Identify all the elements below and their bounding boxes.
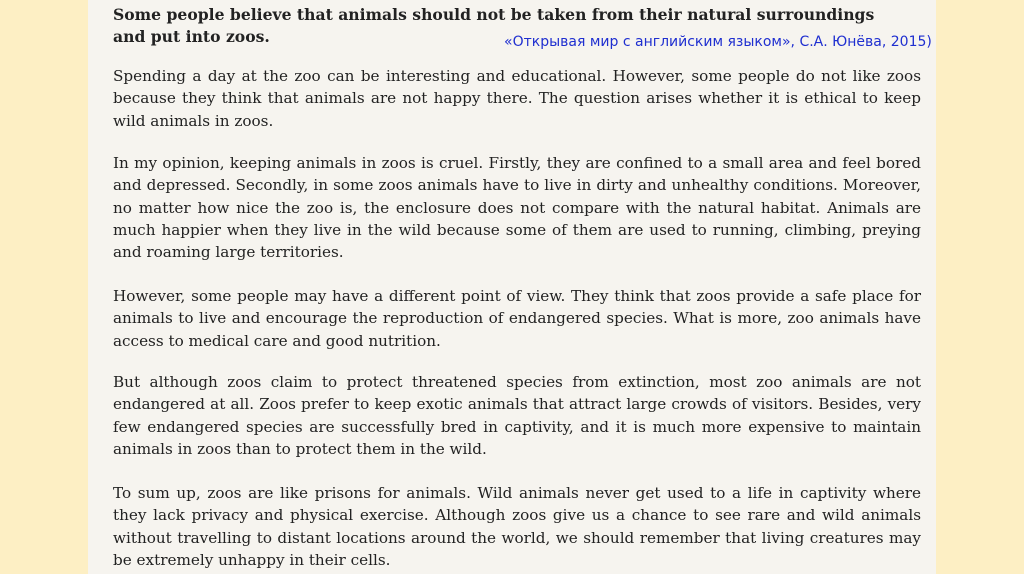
paragraph-conclusion: To sum up, zoos are like prisons for animals. Wild animals never get used to a life in captivity where they lack privacy and physical exercise. Although zoos give us a chance to see rare and wild animals without travelling to distant locations around the world, we should remember that living creatures may be extremely unhappy in their cells. <box>113 484 921 569</box>
scanned-page <box>88 0 936 574</box>
right-side-bar <box>936 0 1024 574</box>
paragraph-introduction: Spending a day at the zoo can be interesting and educational. However, some people do not like zoos because they think that animals are not happy there. The question arises whether it is ethical to keep wild animals in zoos. <box>113 67 921 130</box>
source-citation: «Открывая мир с английским языком», С.А. Юнёва, 2015) <box>504 34 932 50</box>
paragraph-opposing-view: However, some people may have a different point of view. They think that zoos provide a safe place for animals to live and encourage the reproduction of endangered species. What is more, zoo animals have access to medical care and good nutrition. <box>113 287 921 350</box>
left-side-bar <box>0 0 88 574</box>
paragraph-opinion: In my opinion, keeping animals in zoos is cruel. Firstly, they are confined to a small area and feel bored and depressed. Secondly, in some zoos animals have to live in dirty and unhealthy conditions. Moreover, no matter how nice the zoo is, the enclosure does not compare with the natural habitat. Animals are much happier when they live in the wild because some of them are used to running, climbing, preying and roaming large territories. <box>113 154 921 262</box>
paragraph-counter-argument: But although zoos claim to protect threatened species from extinction, most zoo animals are not endangered at all. Zoos prefer to keep exotic animals that attract large crowds of visitors. Besides, very few endangered species are successfully bred in captivity, and it is much more expensive to maintain animals in zoos than to protect them in the wild. <box>113 373 921 458</box>
essay-heading: Some people believe that animals should not be taken from their natural surroundings and put into zoos. <box>113 5 875 46</box>
